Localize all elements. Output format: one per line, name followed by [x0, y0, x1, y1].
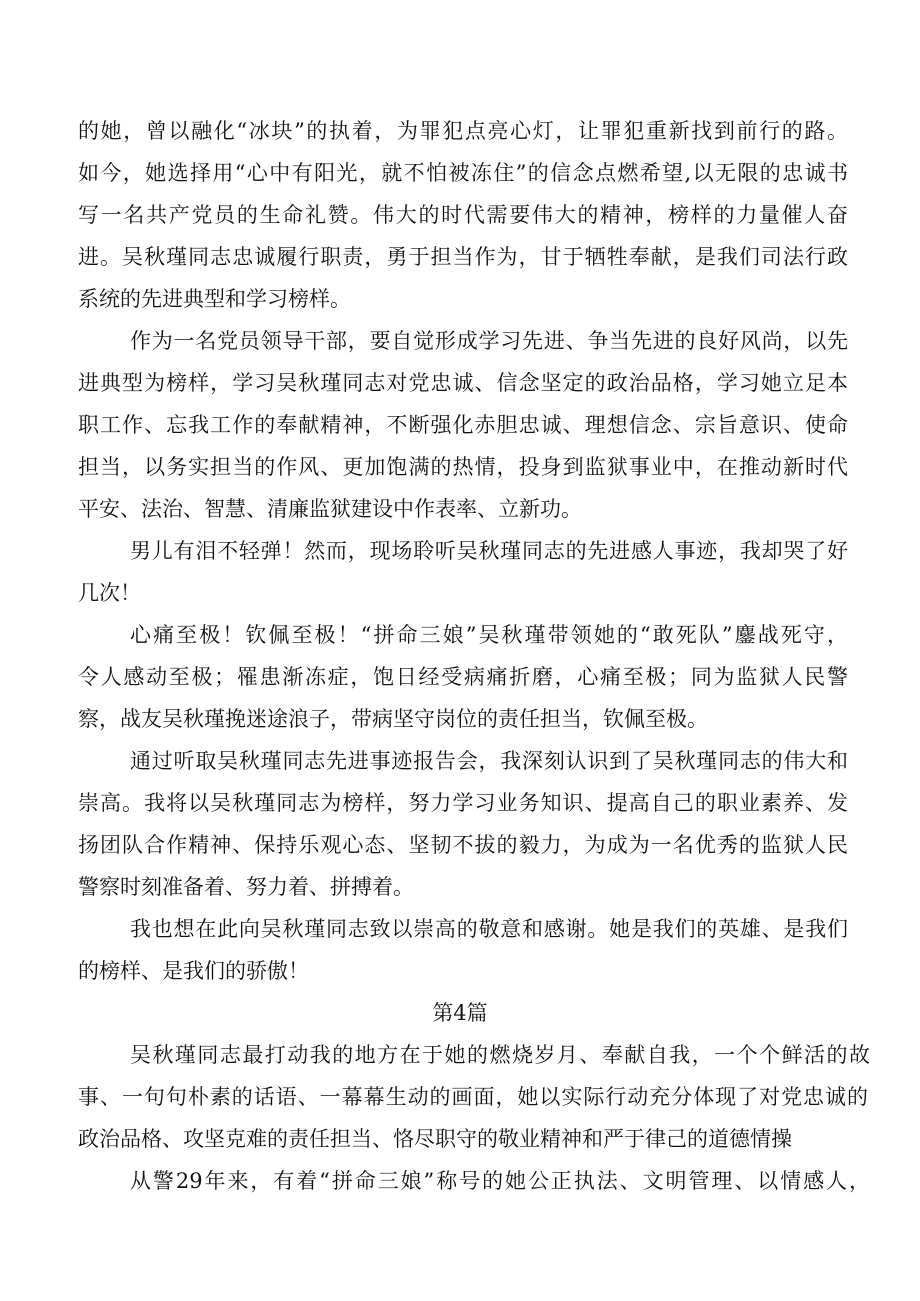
- text-line: 令人感动至极；罹患渐冻症，饱日经受病痛折磨，心痛至极；同为监狱人民警: [78, 665, 848, 689]
- paragraph-first-line: 吴秋瑾同志最打动我的地方在于她的燃烧岁月、奉献自我，一个个鲜活的故: [130, 1043, 870, 1067]
- text-line: 进典型为榜样，学习吴秋瑾同志对党忠诚、信念坚定的政治品格，学习她立足本: [78, 371, 848, 395]
- text-line: 察，战友吴秋瑾挽迷途浪子，带病坚守岗位的责任担当，钦佩至极。: [78, 707, 708, 731]
- section-heading: 第4篇: [432, 1001, 488, 1025]
- text-line: 扬团队合作精神、保持乐观心态、坚韧不拔的毅力，为成为一名优秀的监狱人民: [78, 833, 848, 857]
- text-line: 政治品格、攻坚克难的责任担当、恪尽职守的敬业精神和严于律己的道德情操: [78, 1127, 792, 1151]
- text-line: 系统的先进典型和学习榜样。: [78, 287, 351, 311]
- text-line: 的榜样、是我们的骄傲！: [78, 959, 309, 983]
- text-line: 警察时刻准备着、努力着、拼搏着。: [78, 875, 414, 899]
- paragraph-first-line: 心痛至极！钦佩至极！“拼命三娘”吴秋瑾带领她的“敢死队”鏖战死守，: [130, 623, 848, 647]
- text-line: 担当，以务实担当的作风、更加饱满的热情，投身到监狱事业中，在推动新时代: [78, 455, 848, 479]
- text-line: 几次！: [78, 581, 141, 605]
- text-line: 崇高。我将以吴秋瑾同志为榜样，努力学习业务知识、提高自己的职业素养、发: [78, 791, 848, 815]
- text-line: 事、一句句朴素的话语、一幕幕生动的画面，她以实际行动充分体现了对党忠诚的: [78, 1085, 868, 1109]
- paragraph-first-line: 作为一名党员领导干部，要自觉形成学习先进、争当先进的良好风尚，以先: [130, 329, 848, 353]
- text-line: 的她，曾以融化“冰块”的执着，为罪犯点亮心灯，让罪犯重新找到前行的路。: [78, 119, 848, 143]
- text-line: 职工作、忘我工作的奉献精神，不断强化赤胆忠诚、理想信念、宗旨意识、使命: [78, 413, 848, 437]
- paragraph-first-line: 通过听取吴秋瑾同志先进事迹报告会，我深刻认识到了吴秋瑾同志的伟大和: [130, 749, 848, 773]
- paragraph-first-line: 男儿有泪不轻弹！然而，现场聆听吴秋瑾同志的先进感人事迹，我却哭了好: [130, 539, 848, 563]
- text-line: 写一名共产党员的生命礼赞。伟大的时代需要伟大的精神，榜样的力量催人奋: [78, 203, 848, 227]
- text-line: 平安、法治、智慧、清廉监狱建设中作表率、立新功。: [78, 497, 582, 521]
- paragraph-first-line: 从警29年来，有着“拼命三娘”称号的她公正执法、文明管理、以情感人，: [130, 1169, 870, 1193]
- text-line: 如今，她选择用“心中有阳光，就不怕被冻住”的信念点燃希望,以无限的忠诚书: [78, 161, 848, 185]
- text-line: 进。吴秋瑾同志忠诚履行职责，勇于担当作为，甘于牺牲奉献，是我们司法行政: [78, 245, 848, 269]
- paragraph-first-line: 我也想在此向吴秋瑾同志致以崇高的敬意和感谢。她是我们的英雄、是我们: [130, 917, 848, 941]
